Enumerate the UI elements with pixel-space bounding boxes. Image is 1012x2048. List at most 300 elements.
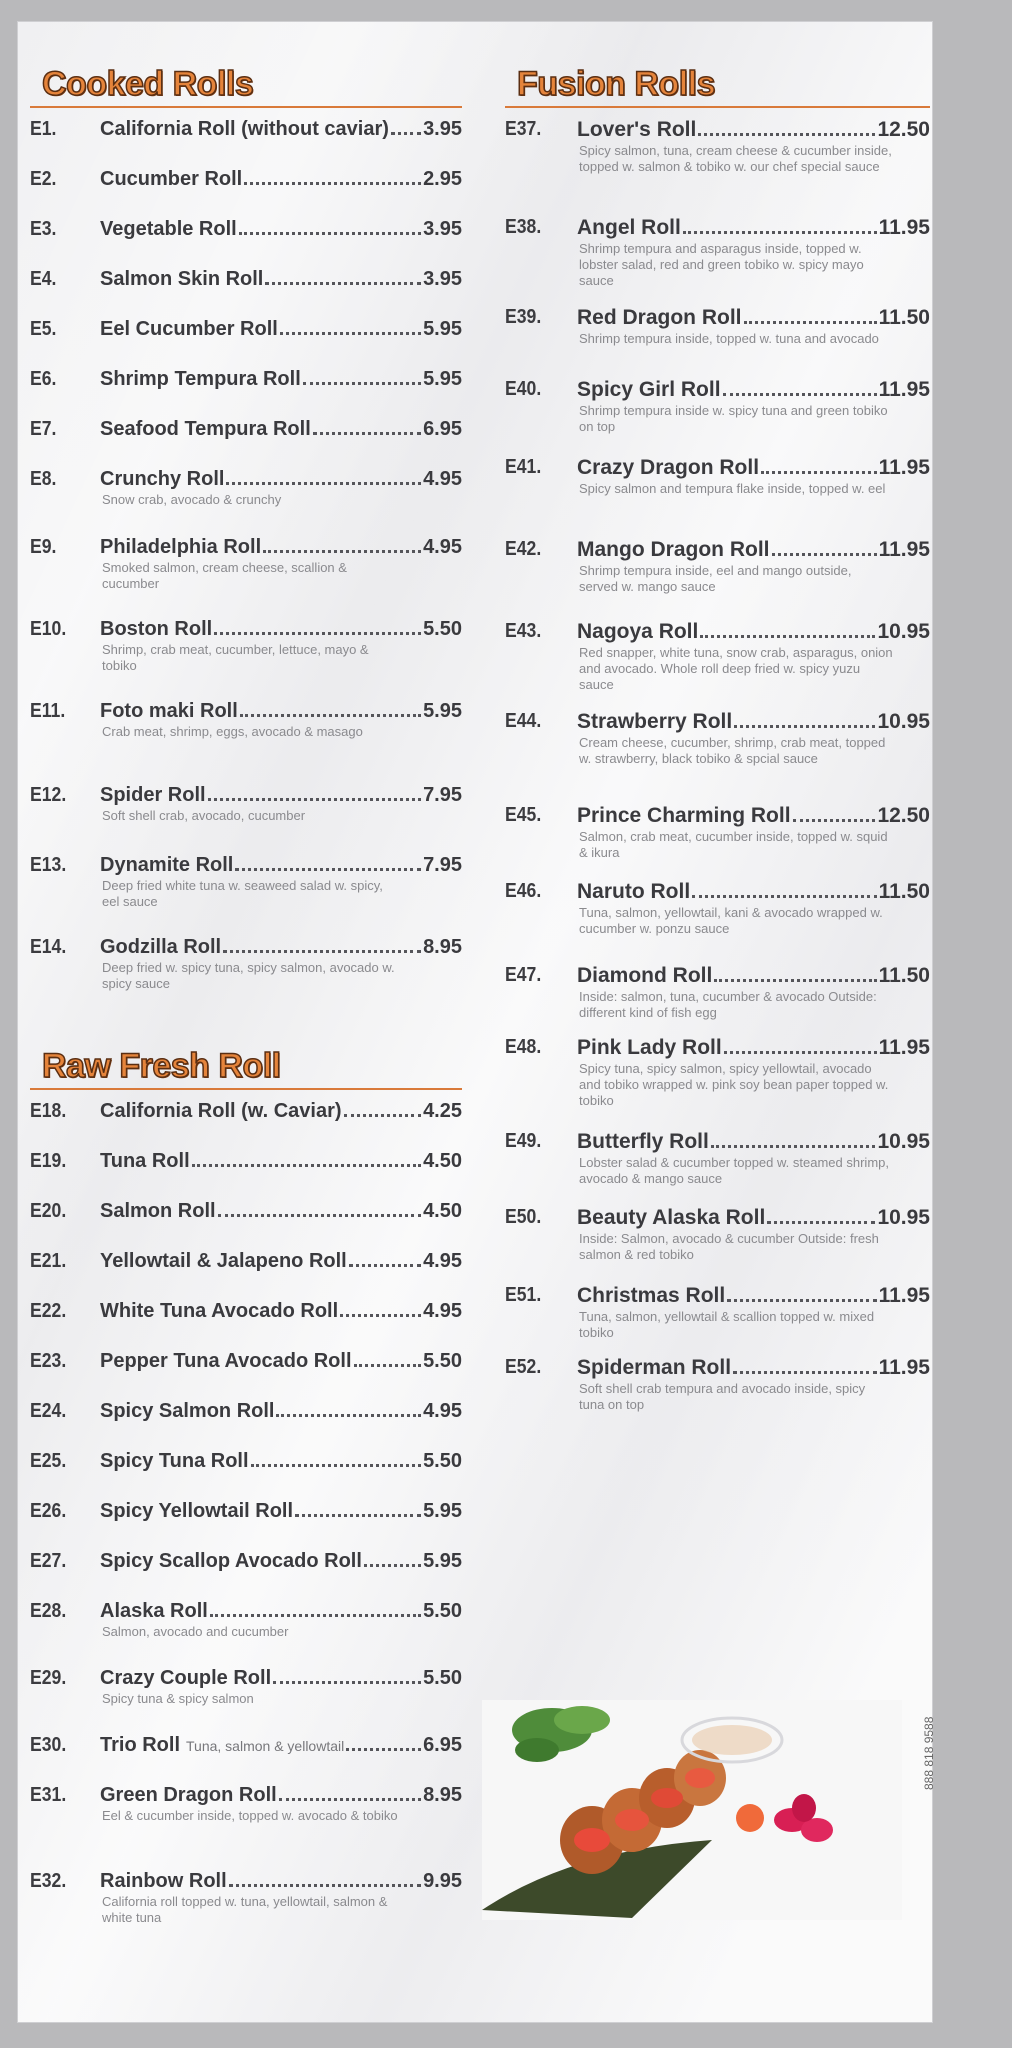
item-name: Spider Roll — [100, 784, 206, 806]
dot-leader — [767, 1221, 875, 1224]
dot-leader — [263, 550, 421, 553]
fusion-rolls-title: Fusion Rolls — [517, 65, 715, 103]
item-description: Soft shell crab tempura and avocado inside, spicy tuna on top — [579, 1381, 866, 1412]
sushi-photo — [482, 1700, 902, 1920]
dot-leader — [280, 332, 421, 335]
item-price: 3.95 — [423, 268, 462, 290]
item-line — [100, 1550, 462, 1573]
dot-leader — [761, 471, 877, 474]
item-line — [100, 618, 462, 641]
item-description: California roll topped w. tuna, yellowtail, salmon & white tuna — [102, 1894, 388, 1925]
dot-leader — [354, 1364, 422, 1367]
item-line — [577, 378, 930, 402]
dot-leader — [698, 133, 875, 136]
item-name: Trio Roll — [100, 1734, 180, 1756]
item-name: Spicy Tuna Roll — [100, 1450, 249, 1472]
raw-fresh-list — [30, 1100, 462, 1960]
item-name: Crazy Couple Roll — [100, 1667, 272, 1689]
item-number: E42. — [505, 538, 542, 560]
item-price: 8.95 — [423, 936, 462, 958]
item-line — [100, 1400, 462, 1423]
item-description: Eel & cucumber inside, topped w. avocado & tobiko — [102, 1808, 398, 1823]
item-price: 11.95 — [878, 216, 930, 239]
dot-leader — [727, 1299, 876, 1302]
dot-leader — [226, 482, 421, 485]
item-price: 5.95 — [423, 1550, 462, 1572]
item-name: Seafood Tempura Roll — [100, 418, 311, 440]
menu-item — [30, 854, 462, 910]
fusion-rolls-list — [505, 118, 930, 1418]
item-number: E43. — [505, 620, 542, 642]
menu-item — [505, 216, 930, 289]
item-name: Pink Lady Roll — [577, 1036, 722, 1059]
item-number: E21. — [30, 1250, 67, 1272]
item-price: 5.50 — [423, 618, 462, 640]
item-price: 4.50 — [423, 1200, 462, 1222]
menu-item — [505, 538, 930, 595]
item-price: 3.95 — [423, 218, 462, 240]
item-line — [100, 784, 462, 807]
item-line — [577, 620, 930, 644]
fusion-rolls-heading — [505, 60, 930, 108]
menu-item — [30, 418, 462, 441]
item-description: Lobster salad & cucumber topped w. steamed shrimp, avocado & mango sauce — [579, 1155, 889, 1186]
dot-leader — [723, 393, 877, 396]
item-price: 2.95 — [423, 168, 462, 190]
raw-fresh-heading — [30, 1042, 462, 1090]
item-name: Foto maki Roll — [100, 700, 238, 722]
item-number: E1. — [30, 118, 57, 140]
cooked-rolls-title: Cooked Rolls — [42, 65, 254, 103]
menu-item — [505, 1130, 930, 1187]
item-description: Snow crab, avocado & crunchy — [102, 492, 282, 507]
menu-item — [30, 1400, 462, 1423]
dot-leader — [223, 950, 421, 953]
item-name: Angel Roll — [577, 216, 681, 239]
menu-item — [30, 118, 462, 141]
dot-leader — [772, 553, 877, 556]
item-number: E38. — [505, 216, 542, 238]
menu-item — [505, 620, 930, 693]
item-number: E52. — [505, 1356, 542, 1378]
item-name: Christmas Roll — [577, 1284, 726, 1307]
dot-leader — [295, 1514, 421, 1517]
item-price: 12.50 — [877, 118, 930, 141]
dot-leader — [208, 798, 421, 801]
item-line — [577, 710, 930, 734]
item-description: Spicy tuna & spicy salmon — [102, 1691, 254, 1706]
item-number: E49. — [505, 1130, 542, 1152]
item-description: Inside: salmon, tuna, cucumber & avocado Outside: different kind of fish egg — [579, 989, 877, 1020]
item-number: E25. — [30, 1450, 67, 1472]
item-line — [100, 1300, 462, 1323]
item-number: E19. — [30, 1150, 67, 1172]
item-line — [100, 1870, 462, 1893]
item-price: 5.95 — [423, 1500, 462, 1522]
item-name: California Roll (w. Caviar) — [100, 1100, 342, 1122]
item-price: 10.95 — [877, 710, 930, 733]
cooked-rolls-heading — [30, 60, 462, 108]
item-line — [577, 306, 930, 330]
item-number: E37. — [505, 118, 542, 140]
item-line — [577, 804, 930, 828]
item-line — [100, 168, 462, 191]
item-line — [100, 1250, 462, 1273]
item-name: Prince Charming Roll — [577, 804, 791, 827]
menu-item — [30, 168, 462, 191]
item-name: Butterfly Roll — [577, 1130, 709, 1153]
menu-item — [505, 710, 930, 767]
menu-item — [505, 804, 930, 861]
item-line — [577, 964, 930, 988]
item-name: Yellowtail & Jalapeno Roll — [100, 1250, 347, 1272]
dot-leader — [340, 1314, 421, 1317]
item-name: Naruto Roll — [577, 880, 691, 903]
item-line — [100, 1667, 462, 1690]
item-price: 11.50 — [878, 306, 930, 329]
item-price: 10.95 — [877, 620, 930, 643]
item-line — [577, 216, 930, 240]
item-description: Soft shell crab, avocado, cucumber — [102, 808, 306, 823]
item-description: Deep fried w. spicy tuna, spicy salmon, avocado w. spicy sauce — [102, 960, 395, 991]
dot-leader — [214, 632, 421, 635]
item-description: Spicy tuna, spicy salmon, spicy yellowtail, avocado and tobiko wrapped w. pink soy bean paper topped w. tobiko — [579, 1061, 889, 1108]
menu-item — [30, 700, 462, 740]
item-number: E44. — [505, 710, 542, 732]
item-price: 5.50 — [423, 1667, 462, 1689]
item-number: E26. — [30, 1500, 67, 1522]
item-description: Shrimp tempura and asparagus inside, topped w. lobster salad, red and green tobiko w. spicy mayo sauce — [579, 241, 864, 288]
item-number: E7. — [30, 418, 57, 440]
item-line — [100, 700, 462, 723]
dot-leader — [692, 895, 876, 898]
item-line — [577, 1130, 930, 1154]
item-price: 3.95 — [423, 118, 462, 140]
right-column — [505, 60, 930, 1418]
item-name: Beauty Alaska Roll — [577, 1206, 766, 1229]
item-price: 5.50 — [423, 1450, 462, 1472]
item-price: 4.50 — [423, 1150, 462, 1172]
item-price: 4.95 — [423, 1250, 462, 1272]
item-line — [100, 1734, 462, 1757]
item-line — [100, 1150, 462, 1173]
item-description: Deep fried white tuna w. seaweed salad w. spicy, eel sauce — [102, 878, 383, 909]
menu-item — [30, 936, 462, 992]
item-name: California Roll (without caviar) — [100, 118, 389, 140]
menu-item — [505, 1356, 930, 1413]
item-number: E11. — [30, 700, 66, 722]
item-price: 4.95 — [423, 536, 462, 558]
item-number: E24. — [30, 1400, 67, 1422]
item-name: Cucumber Roll — [100, 168, 243, 190]
item-line — [100, 936, 462, 959]
item-line — [100, 268, 462, 291]
item-number: E4. — [30, 268, 57, 290]
item-name: Shrimp Tempura Roll — [100, 368, 301, 390]
item-number: E51. — [505, 1284, 542, 1306]
item-name: Dynamite Roll — [100, 854, 234, 876]
item-price: 5.50 — [423, 1350, 462, 1372]
item-name: Salmon Roll — [100, 1200, 216, 1222]
item-name: Spicy Yellowtail Roll — [100, 1500, 294, 1522]
dot-leader — [210, 1614, 421, 1617]
menu-item — [30, 1250, 462, 1273]
dot-leader — [265, 282, 421, 285]
item-price: 4.95 — [423, 468, 462, 490]
dot-leader — [793, 819, 876, 822]
dot-leader — [313, 432, 421, 435]
item-description: Shrimp tempura inside, topped w. tuna and avocado — [579, 331, 879, 346]
cooked-rolls-list — [30, 118, 462, 1018]
menu-item — [505, 880, 930, 937]
dot-leader — [683, 231, 877, 234]
menu-item — [505, 1284, 930, 1341]
item-description: Shrimp, crab meat, cucumber, lettuce, mayo & tobiko — [102, 642, 369, 673]
dot-leader — [240, 714, 421, 717]
item-name: Spicy Salmon Roll — [100, 1400, 275, 1422]
item-price: 11.95 — [878, 1036, 930, 1059]
dot-leader — [346, 1748, 421, 1751]
item-number: E29. — [30, 1667, 67, 1689]
item-line — [100, 368, 462, 391]
item-number: E12. — [30, 784, 67, 806]
dot-leader — [744, 321, 877, 324]
item-price: 7.95 — [423, 784, 462, 806]
menu-item — [30, 1784, 462, 1824]
item-line — [577, 1284, 930, 1308]
menu-item — [505, 456, 930, 497]
item-price: 11.50 — [878, 880, 930, 903]
item-number: E13. — [30, 854, 67, 876]
dot-leader — [276, 1414, 421, 1417]
item-price: 10.95 — [877, 1206, 930, 1229]
item-name: Spiderman Roll — [577, 1356, 732, 1379]
item-line — [100, 1500, 462, 1523]
item-line — [100, 1450, 462, 1473]
menu-item — [30, 1734, 462, 1757]
item-name: Strawberry Roll — [577, 710, 733, 733]
item-price: 5.95 — [423, 368, 462, 390]
menu-item — [505, 1206, 930, 1263]
item-name: Boston Roll — [100, 618, 213, 640]
item-description: Red snapper, white tuna, snow crab, asparagus, onion and avocado. Whole roll deep fried w. spicy yuzu sauce — [579, 645, 893, 692]
dot-leader — [251, 1464, 422, 1467]
menu-item — [505, 118, 930, 175]
item-description: Salmon, avocado and cucumber — [102, 1624, 289, 1639]
menu-item — [30, 1600, 462, 1640]
item-name: Pepper Tuna Avocado Roll — [100, 1350, 352, 1372]
item-name: Philadelphia Roll — [100, 536, 262, 558]
dot-leader — [364, 1564, 421, 1567]
item-number: E50. — [505, 1206, 542, 1228]
item-number: E23. — [30, 1350, 67, 1372]
item-description: Salmon, crab meat, cucumber inside, topped w. squid & ikura — [579, 829, 888, 860]
item-price: 11.95 — [878, 378, 930, 401]
menu-item — [30, 1500, 462, 1523]
item-description: Crab meat, shrimp, eggs, avocado & masago — [102, 724, 363, 739]
dot-leader — [273, 1681, 421, 1684]
item-price: 4.25 — [423, 1100, 462, 1122]
dot-leader — [239, 232, 421, 235]
item-description: Spicy salmon, tuna, cream cheese & cucumber inside, topped w. salmon & tobiko w. our chef special sauce — [579, 143, 892, 174]
dot-leader — [192, 1164, 421, 1167]
item-line — [577, 880, 930, 904]
item-price: 6.95 — [423, 1734, 462, 1756]
item-price: 5.50 — [423, 1600, 462, 1622]
item-description: Spicy salmon and tempura flake inside, topped w. eel — [579, 481, 886, 496]
item-line — [100, 468, 462, 491]
menu-item — [30, 1100, 462, 1123]
item-price: 8.95 — [423, 1784, 462, 1806]
item-line — [100, 854, 462, 877]
menu-item — [30, 218, 462, 241]
item-price: 6.95 — [423, 418, 462, 440]
item-number: E3. — [30, 218, 57, 240]
item-number: E20. — [30, 1200, 67, 1222]
dot-leader — [391, 132, 421, 135]
item-number: E2. — [30, 168, 57, 190]
item-price: 9.95 — [423, 1870, 462, 1892]
dot-leader — [218, 1214, 421, 1217]
item-name: Mango Dragon Roll — [577, 538, 770, 561]
item-name: Lover's Roll — [577, 118, 697, 141]
item-number: E27. — [30, 1550, 67, 1572]
item-number: E48. — [505, 1036, 542, 1058]
dot-leader — [279, 1798, 421, 1801]
item-line — [577, 538, 930, 562]
item-line — [100, 318, 462, 341]
menu-item — [30, 1550, 462, 1573]
item-name: Rainbow Roll — [100, 1870, 227, 1892]
dot-leader — [714, 979, 876, 982]
menu-item — [30, 1667, 462, 1707]
item-number: E18. — [30, 1100, 67, 1122]
item-line — [577, 456, 930, 480]
item-number: E30. — [30, 1734, 67, 1756]
menu-item — [30, 1300, 462, 1323]
menu-item — [30, 1150, 462, 1173]
item-name: Crunchy Roll — [100, 468, 225, 490]
item-number: E45. — [505, 804, 542, 826]
dot-leader — [700, 635, 875, 638]
item-inline-desc: Tuna, salmon & yellowtail — [186, 1738, 345, 1754]
menu-item — [30, 1450, 462, 1473]
item-name: Crazy Dragon Roll — [577, 456, 760, 479]
item-name: Alaska Roll — [100, 1600, 208, 1622]
dot-leader — [349, 1264, 421, 1267]
menu-item — [30, 1350, 462, 1373]
item-number: E31. — [30, 1784, 67, 1806]
item-number: E5. — [30, 318, 57, 340]
item-name: Godzilla Roll — [100, 936, 222, 958]
item-name: Vegetable Roll — [100, 218, 237, 240]
item-name: Red Dragon Roll — [577, 306, 742, 329]
item-line — [577, 1036, 930, 1060]
item-description: Tuna, salmon, yellowtail, kani & avocado wrapped w. cucumber w. ponzu sauce — [579, 905, 883, 936]
menu-item — [30, 268, 462, 291]
menu-item — [30, 1200, 462, 1223]
item-line — [577, 118, 930, 142]
item-price: 11.50 — [878, 964, 930, 987]
dot-leader — [344, 1114, 422, 1117]
item-name: Green Dragon Roll — [100, 1784, 277, 1806]
item-line — [100, 118, 462, 141]
item-number: E22. — [30, 1300, 67, 1322]
item-name: Eel Cucumber Roll — [100, 318, 278, 340]
menu-item — [30, 618, 462, 674]
item-price: 5.95 — [423, 700, 462, 722]
item-number: E39. — [505, 306, 542, 328]
item-number: E46. — [505, 880, 542, 902]
menu-item — [30, 1870, 462, 1926]
menu-item — [30, 368, 462, 391]
item-name: Salmon Skin Roll — [100, 268, 264, 290]
item-description: Smoked salmon, cream cheese, scallion & cucumber — [102, 560, 347, 591]
item-number: E8. — [30, 468, 57, 490]
item-number: E9. — [30, 536, 57, 558]
menu-item — [30, 784, 462, 824]
raw-fresh-title: Raw Fresh Roll — [42, 1047, 281, 1085]
item-line — [577, 1206, 930, 1230]
item-line — [100, 1350, 462, 1373]
item-price: 11.95 — [878, 456, 930, 479]
item-price: 5.95 — [423, 318, 462, 340]
item-line — [577, 1356, 930, 1380]
item-name: Spicy Scallop Avocado Roll — [100, 1550, 362, 1572]
item-description: Cream cheese, cucumber, shrimp, crab meat, topped w. strawberry, black tobiko & spcial sauce — [579, 735, 886, 766]
item-price: 11.95 — [878, 1356, 930, 1379]
item-name: White Tuna Avocado Roll — [100, 1300, 339, 1322]
item-name: Diamond Roll — [577, 964, 713, 987]
dot-leader — [734, 725, 875, 728]
item-description: Inside: Salmon, avocado & cucumber Outside: fresh salmon & red tobiko — [579, 1231, 879, 1262]
item-description: Tuna, salmon, yellowtail & scallion topped w. mixed tobiko — [579, 1309, 875, 1340]
dot-leader — [724, 1051, 877, 1054]
item-price: 11.95 — [878, 1284, 930, 1307]
item-price: 7.95 — [423, 854, 462, 876]
menu-item — [505, 378, 930, 435]
menu-item — [505, 306, 930, 347]
item-price: 11.95 — [878, 538, 930, 561]
dot-leader — [229, 1884, 421, 1887]
dot-leader — [711, 1145, 876, 1148]
dot-leader — [235, 868, 421, 871]
left-column — [30, 60, 462, 1960]
item-name: Spicy Girl Roll — [577, 378, 721, 401]
item-number: E28. — [30, 1600, 67, 1622]
item-name: Tuna Roll — [100, 1150, 190, 1172]
menu-item — [30, 536, 462, 592]
item-number: E40. — [505, 378, 542, 400]
item-line — [100, 1100, 462, 1123]
item-number: E14. — [30, 936, 67, 958]
item-price: 12.50 — [877, 804, 930, 827]
dot-leader — [303, 382, 421, 385]
side-code: 888 818 9588 — [922, 1716, 936, 1790]
item-price: 4.95 — [423, 1400, 462, 1422]
menu-item — [505, 1036, 930, 1109]
item-line — [100, 536, 462, 559]
item-line — [100, 218, 462, 241]
item-line — [100, 1200, 462, 1223]
item-description: Shrimp tempura inside, eel and mango outside, served w. mango sauce — [579, 563, 852, 594]
item-name: Nagoya Roll — [577, 620, 699, 643]
menu-item — [505, 964, 930, 1021]
item-number: E47. — [505, 964, 542, 986]
item-number: E41. — [505, 456, 542, 478]
menu-item — [30, 468, 462, 508]
item-number: E32. — [30, 1870, 67, 1892]
